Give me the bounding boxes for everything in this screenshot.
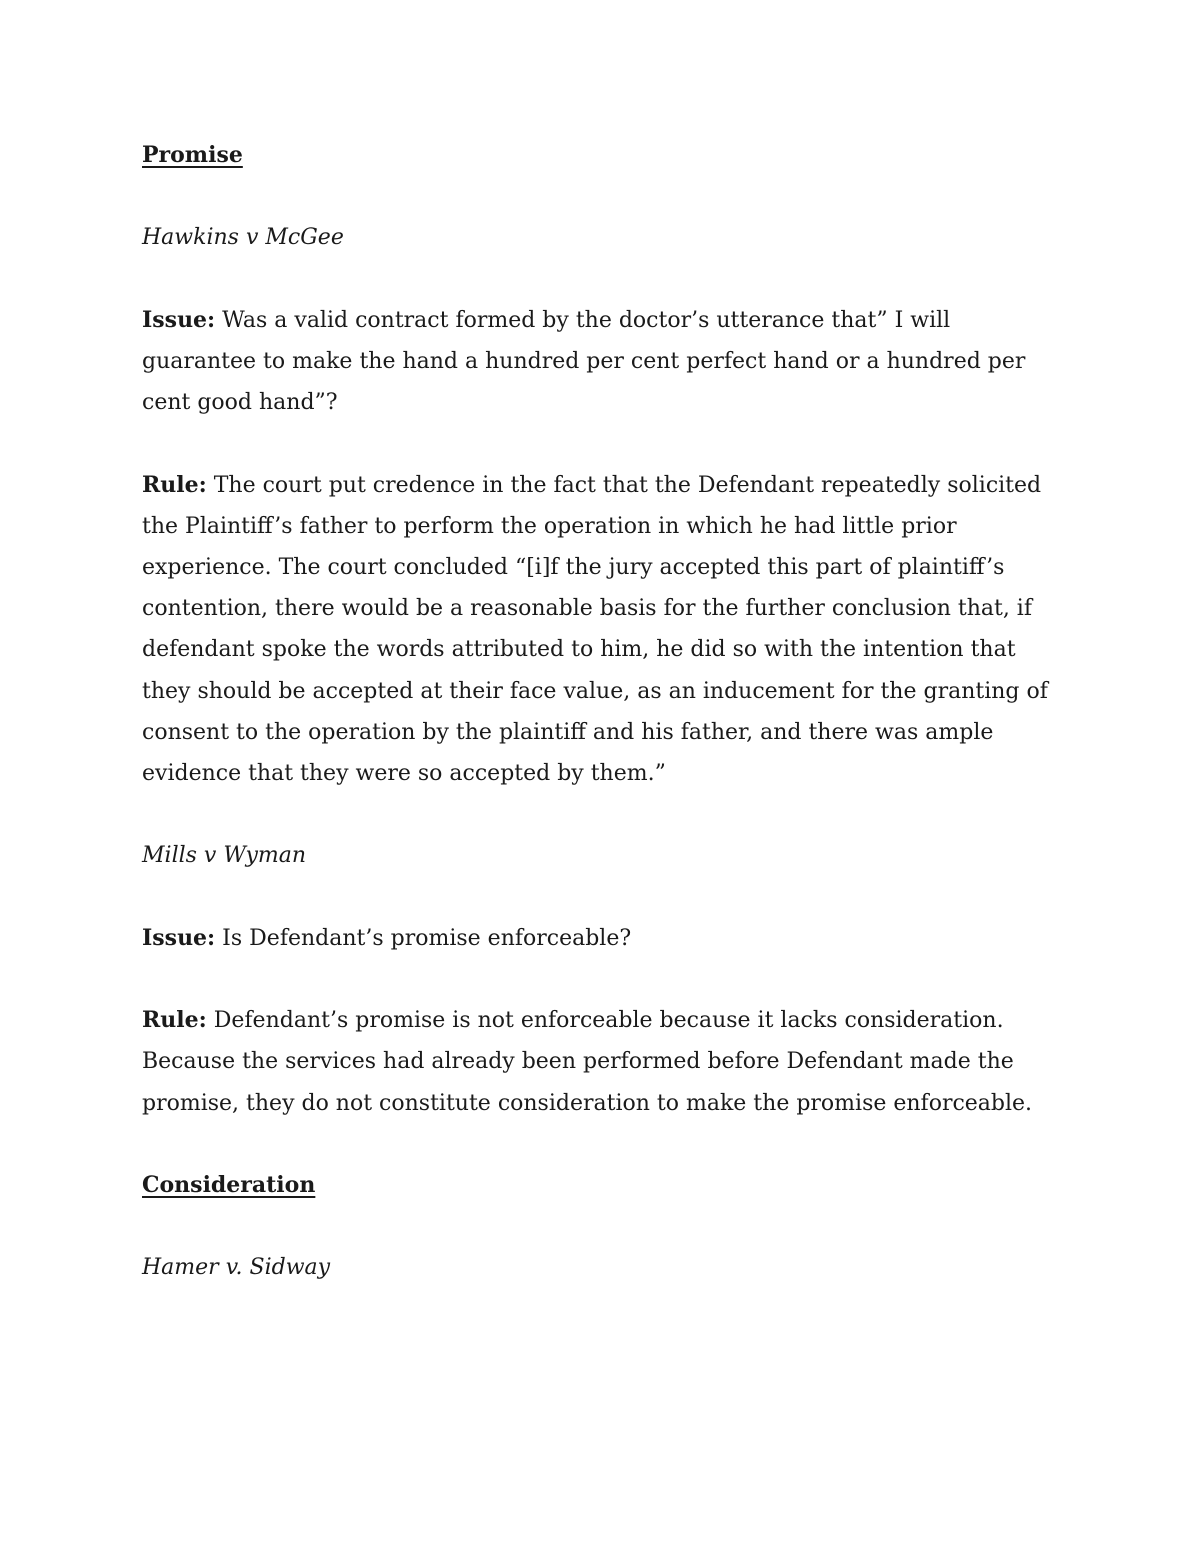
spacer (142, 794, 1062, 835)
issue-text: Was a valid contract formed by the doctor’s utterance that” I will guarantee to make the hand a hundred per cent perfect hand or a hundred per cent good hand”? (142, 307, 1026, 416)
spacer (142, 176, 1062, 217)
rule-label: Rule: (142, 471, 207, 498)
issue-label: Issue: (142, 924, 216, 951)
spacer (142, 423, 1062, 464)
case-title-hawkins: Hawkins v McGee (142, 225, 344, 251)
rule-paragraph-mills (142, 1000, 1062, 1124)
spacer (142, 1206, 1062, 1247)
case-title-hamer: Hamer v. Sidway (142, 1255, 331, 1281)
rule-label: Rule: (142, 1007, 207, 1034)
spacer (142, 877, 1062, 918)
issue-paragraph-hawkins (142, 300, 1062, 424)
section-heading-consideration: Consideration (142, 1171, 316, 1198)
section-heading-promise: Promise (142, 142, 243, 168)
case-title-mills: Mills v Wyman (142, 843, 307, 869)
spacer (142, 1124, 1062, 1165)
rule-paragraph-hawkins (142, 465, 1062, 795)
issue-paragraph-mills (142, 918, 1062, 959)
rule-text: The court put credence in the fact that the Defendant repeatedly solicited the Plaintiff’s father to perform the operation in which he had little prior experience. The court concluded “[i]f the jury accepted this part of plaintiff’s contention, there would be a reasonable basis for the further conclusion that, if defendant spoke the words attributed to him, he did so with the intention that they should be accepted at their face value, as an inducement for the granting of consent to the operation by the plaintiff and his father, and there was ample evidence that they were so accepted by them.” (142, 472, 1048, 786)
rule-text: Defendant’s promise is not enforceable because it lacks consideration. Because the services had already been performed before Defendant made the promise, they do not constitute consideration to make the promise enforceable. (142, 1008, 1033, 1116)
document-body (142, 135, 1062, 1289)
spacer (142, 959, 1062, 1000)
spacer (142, 259, 1062, 300)
issue-label: Issue: (142, 306, 216, 333)
issue-text: Is Defendant’s promise enforceable? (215, 925, 632, 951)
